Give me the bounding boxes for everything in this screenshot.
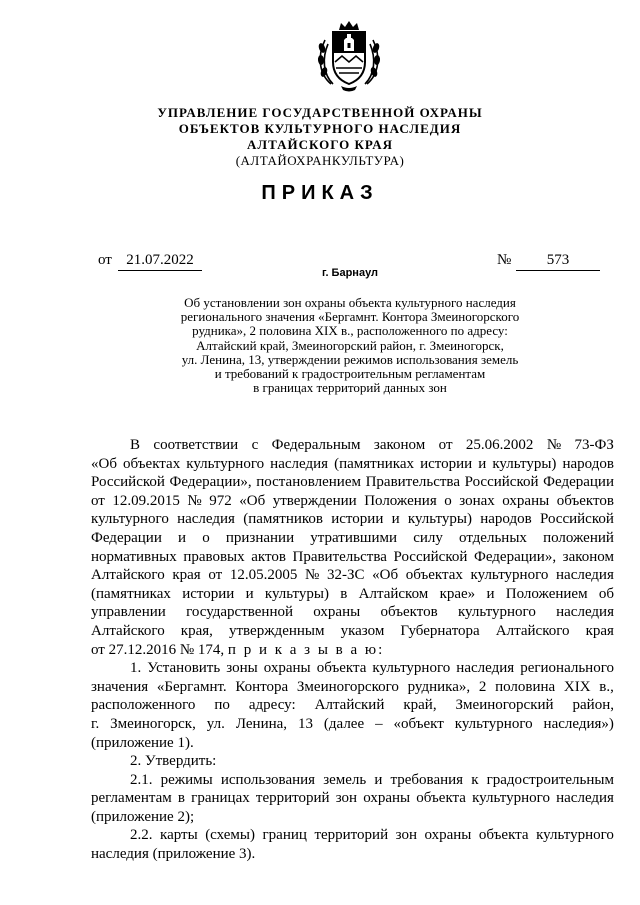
body-word: Алтайском [358, 585, 429, 602]
body-word: «объект [393, 715, 444, 732]
body-word: № [187, 492, 202, 509]
body-word: объектах [405, 567, 463, 584]
body-line [91, 771, 614, 790]
subject-line: ул. Ленина, 13, утверждении режимов использования земель [181, 351, 519, 367]
body-word: крае» [439, 585, 476, 602]
body-word: Федерации [91, 529, 162, 546]
body-word: «Об [91, 455, 117, 472]
body-line [91, 734, 614, 753]
body-word: Российской [464, 474, 539, 491]
body-word: в [340, 585, 348, 602]
body-line [91, 436, 614, 455]
body-word: земель [323, 771, 367, 788]
body-word: охраны [502, 492, 550, 509]
body-word: законом [562, 548, 614, 565]
body-word: «Об [239, 492, 266, 509]
body-word: (памятников [243, 511, 323, 528]
body-word: регионального [520, 660, 614, 677]
body-word: значения [91, 678, 149, 695]
body-line [91, 808, 614, 827]
body-line [91, 510, 614, 529]
subject-line: в границах территорий данных зон [253, 380, 447, 396]
body-word: карты [160, 827, 198, 844]
body-line [91, 492, 614, 511]
body-word: 32-ЗС [326, 567, 365, 584]
body-word: народов [562, 455, 614, 472]
body-word: Контора [235, 678, 289, 695]
body-word: территорий [255, 790, 330, 807]
body-word: зонах [459, 492, 495, 509]
subject-line: и требований к градостроительным регламентам [214, 366, 486, 382]
body-word: Положением [505, 585, 588, 602]
body-text: наследия (приложение 3). [91, 846, 256, 863]
body-word: и [245, 585, 254, 602]
body-word: о [444, 492, 452, 509]
body-line [91, 455, 614, 474]
body-word: Алтайский [314, 697, 385, 714]
body-word: (памятниках [334, 455, 414, 472]
body-word: адресу: [248, 697, 296, 714]
body-word: наследия [270, 455, 329, 472]
body-word: в [177, 790, 186, 807]
body-word: зоны [226, 660, 258, 677]
body-word: культуры) [407, 511, 472, 528]
body-word: охраны [263, 660, 311, 677]
body-word: об [598, 585, 614, 602]
body-word: наследия [177, 511, 235, 528]
number-prefix: № [497, 252, 512, 268]
body-line [91, 641, 614, 660]
body-word: Российской [393, 548, 468, 565]
document-city: г. Барнаул [321, 267, 379, 279]
body-word: Алтайского [91, 567, 165, 584]
body-word: правовых [183, 548, 245, 565]
body-word: культурного [472, 790, 550, 807]
body-line [91, 845, 614, 864]
body-word: культурного [91, 511, 169, 528]
body-word: 13 [297, 715, 313, 732]
body-word: Российской [91, 474, 165, 491]
document-number: 573 [516, 251, 600, 271]
body-word: Федерации [543, 474, 614, 491]
body-word: Алтайского [91, 622, 165, 639]
body-word: от [91, 492, 105, 509]
body-word: край, [403, 697, 437, 714]
body-line [91, 826, 614, 845]
body-word: объектов [380, 604, 438, 621]
body-word: Ленина, [235, 715, 288, 732]
body-word: объектах [123, 455, 181, 472]
body-word: Алтайского [495, 622, 570, 639]
body-word: Змеиногорский [455, 697, 554, 714]
body-word: Змеиногорск, [110, 715, 196, 732]
body-word: объекта [478, 827, 529, 844]
body-word: культуры) [264, 585, 329, 602]
body-text: 2. Утвердить: [130, 753, 217, 770]
body-word: 2 [478, 678, 487, 695]
subject-line: Алтайский край, Змеиногорский район, г. Змеиногорск, [196, 337, 504, 353]
body-word: № [546, 437, 562, 453]
body-word: и [178, 529, 187, 546]
document-subject [150, 296, 550, 395]
body-word: с [251, 437, 259, 453]
body-word: культурного [454, 715, 533, 732]
org-name-line-3: АЛТАЙСКОГО КРАЯ [247, 137, 393, 152]
body-word: № [305, 567, 320, 584]
body-word: культурного [372, 660, 451, 677]
body-line [91, 473, 614, 492]
body-word: постановлением [256, 474, 361, 491]
body-word: Положения [364, 492, 437, 509]
body-word: территорий [314, 827, 389, 844]
body-line [91, 715, 614, 734]
body-word: наследия [456, 660, 515, 677]
order-word: п р и к а з ы в а ю: [227, 641, 385, 658]
body-word: Федеральным [271, 437, 361, 453]
body-word: расположенного [91, 697, 196, 714]
body-word: объекта [316, 660, 367, 677]
body-word: регламентам [91, 790, 172, 807]
body-word: культурного [457, 604, 536, 621]
body-word: 73-ФЗ [574, 437, 614, 453]
date-prefix: от [98, 252, 112, 268]
body-word: ул. [206, 715, 225, 732]
body-word: границ [262, 827, 307, 844]
body-word: наследия [556, 567, 614, 584]
body-word: охраны [313, 604, 361, 621]
body-word: государственной [186, 604, 293, 621]
document-type-title: ПРИКАЗ [261, 182, 379, 204]
body-word: указом [340, 622, 385, 639]
body-line [91, 529, 614, 548]
document-date: 21.07.2022 [118, 251, 202, 271]
body-word: 25.06.2002 [465, 437, 534, 453]
body-word: Змеиногорского [296, 678, 399, 695]
body-word: В [130, 437, 141, 453]
body-line [91, 696, 614, 715]
body-word: (памятниках [91, 585, 171, 602]
body-word: положений [543, 529, 614, 546]
body-word: Федерации», [169, 474, 252, 491]
body-word: границах [191, 790, 250, 807]
body-word: Федерации», [473, 548, 557, 565]
body-word: «Об [372, 567, 399, 584]
body-word: Установить [147, 660, 221, 677]
body-line [91, 789, 614, 808]
body-word: охраны [363, 790, 411, 807]
body-word: края, [180, 622, 213, 639]
body-word: от [208, 567, 223, 584]
coat-of-arms-icon [311, 18, 387, 94]
body-word: и [374, 771, 383, 788]
body-word: истории [331, 511, 384, 528]
body-word: градостроительным [486, 771, 614, 788]
body-line [91, 622, 614, 641]
body-word: силу [413, 529, 443, 546]
body-word: объектов [556, 492, 614, 509]
body-word: и [486, 585, 495, 602]
body-word: охраны [424, 827, 472, 844]
body-word: утратившими [310, 529, 398, 546]
document-body [91, 436, 614, 864]
body-word: (схемы) [205, 827, 255, 844]
body-word: актов [251, 548, 286, 565]
org-name-line-1: УПРАВЛЕНИЕ ГОСУДАРСТВЕННОЙ ОХРАНЫ [157, 105, 483, 120]
body-line [91, 603, 614, 622]
body-word: истории [420, 455, 473, 472]
body-word: Российской [539, 511, 614, 528]
body-word: – [375, 715, 383, 732]
body-word: наследия [556, 790, 614, 807]
body-word: 1. [130, 660, 142, 677]
body-word: и [391, 511, 400, 528]
body-word: Правительства [365, 474, 460, 491]
body-line [91, 566, 614, 585]
body-word: утвержденным [228, 622, 325, 639]
body-text: от 27.12.2016 № 174, [91, 641, 225, 658]
body-word: 2.1. [130, 771, 153, 788]
body-word: управлении [91, 604, 166, 621]
subject-line: рудника», 2 половина XIX в., расположенного по адресу: [192, 323, 508, 339]
body-word: культурного [470, 567, 549, 584]
body-word: утверждении [272, 492, 357, 509]
body-word: рудника», [407, 678, 471, 695]
body-word: наследия») [543, 715, 614, 732]
subject-line: Об установлении зон охраны объекта культурного наследия [184, 295, 516, 310]
body-word: 12.09.2015 [112, 492, 180, 509]
body-word: объекта [416, 790, 466, 807]
body-line [91, 659, 614, 678]
body-word: истории [182, 585, 235, 602]
subject-line: регионального значения «Бергамнт. Контора Змеиногорского [180, 309, 520, 325]
body-word: требования [390, 771, 464, 788]
body-word: 2.2. [130, 827, 153, 844]
body-word: в., [599, 678, 614, 695]
body-word: народов [480, 511, 532, 528]
body-word: края [172, 567, 201, 584]
body-line [91, 548, 614, 567]
body-word: XIX [563, 678, 591, 695]
body-word: наследия [556, 604, 614, 621]
body-word: половина [495, 678, 556, 695]
body-word: культурного [536, 827, 614, 844]
body-text: (приложение 1). [91, 734, 194, 751]
body-word: зон [395, 827, 417, 844]
body-word: от [438, 437, 453, 453]
body-word: 12.05.2005 [229, 567, 298, 584]
body-word: о [202, 529, 210, 546]
body-word: края [585, 622, 614, 639]
body-word: зон [335, 790, 358, 807]
body-word: культурного [186, 455, 265, 472]
body-word: использования [220, 771, 316, 788]
body-word: признании [225, 529, 295, 546]
body-word: г. [91, 715, 100, 732]
body-word: культуры) [492, 455, 557, 472]
body-word: Правительства [292, 548, 387, 565]
body-word: «Бергамнт. [156, 678, 227, 695]
body-word: соответствии [153, 437, 239, 453]
body-word: и [478, 455, 487, 472]
body-word: режимы [160, 771, 213, 788]
body-word: район, [572, 697, 614, 714]
body-line [91, 678, 614, 697]
org-abbreviation: (АЛТАЙОХРАНКУЛЬТУРА) [235, 153, 405, 168]
body-line [91, 752, 614, 771]
body-word: Губернатора [400, 622, 480, 639]
body-line [91, 585, 614, 604]
body-word: (далее [323, 715, 365, 732]
body-word: отдельных [459, 529, 527, 546]
body-word: к [471, 771, 479, 788]
body-word: по [214, 697, 230, 714]
body-word: законом [373, 437, 426, 453]
body-word: нормативных [91, 548, 177, 565]
org-name-line-2: ОБЪЕКТОВ КУЛЬТУРНОГО НАСЛЕДИЯ [178, 121, 462, 136]
body-text: (приложение 2); [91, 808, 195, 825]
body-word: 972 [209, 492, 232, 509]
